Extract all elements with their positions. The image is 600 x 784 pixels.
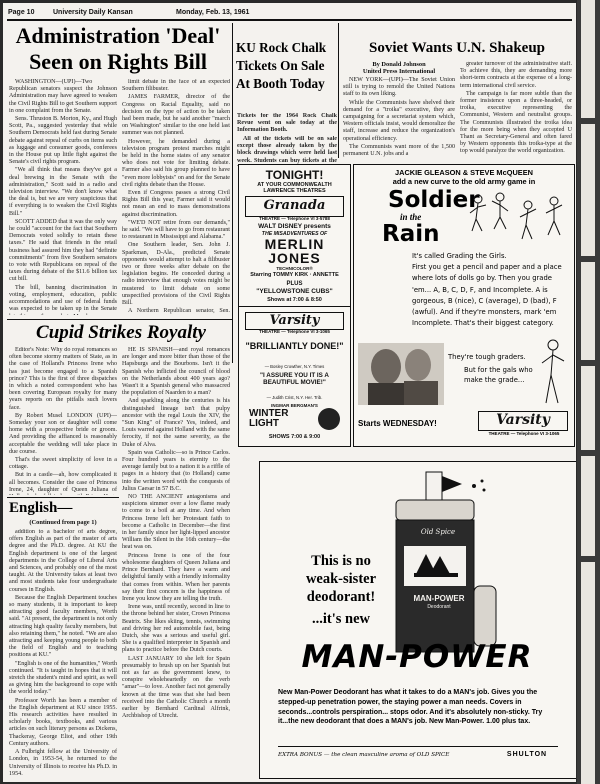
man-power-logo: MAN-POWER	[301, 639, 533, 675]
edge-tab	[581, 456, 595, 556]
column-rule-2	[338, 23, 339, 158]
soldier-title-3: Rain	[382, 221, 440, 247]
paragraph: Irene was, until recently, second in line to the throne behind her sister, Crown Princess Beatrix. She likes skiing, tennis, swimming and driving her red automobile fast, being Dutch, she was a serious and useful girl. She is a qualified interpreter in Spanish and plans to practice before the Dutch courts.	[122, 604, 230, 654]
paragraph: And sparkling along the centuries is his distinguished lineage isn't that pulpy ancestor with the regal Louis the XIV, the "Sun King" of France? Yes, indeed, and Louis warred against Holland with the same ferocity, if not the same severity, as the Duke of Alva.	[122, 398, 230, 448]
can-sub: Deodorant	[427, 604, 451, 610]
paragraph: addition to a bachelor of arts degree, offers English as part of the master of arts degree and the Ph.D. degree. At KU the English department is one of the largest departments in the College of Liberal Arts and Sciences, and probably one of the most taught. At the University takes at least two and most students take four undergraduate courses in English.	[9, 529, 117, 593]
brilliantly-done: "BRILLIANTLY DONE!"	[245, 341, 344, 351]
edge-tab	[581, 262, 595, 360]
paragraph: Sens. Thruston B. Morton, Ky., and Hugh Scott, Pa., suggested yesterday that while Southern Democrats held fast during Senate debate against repeal of curbs on items such as luggage and consumer goods, conferees in the House put up little fight against the Senate's civil rights program.	[9, 116, 117, 166]
granada-phone: THEATRE — Telephone VI 3-5788	[259, 216, 330, 221]
bergman: INGMAR BERGMAN'S	[271, 403, 318, 408]
paragraph: WASHINGTON—(UPI)—Two Republican senators suspect the Johnson Administration may have agreed to weaken the Civil Rights Bill to get Southern support in one complaint from the Senate.	[9, 79, 117, 114]
paragraph: However, he demanded during a television program protest marches might be held in the home states of any senator who does not vote for limiting debate. Farmer also said his group planned to have "even more lobbyists" on and for the Senate civil rights debate than the House.	[122, 138, 230, 188]
paragraph: That's the sweet simplicity of love in a cottage.	[9, 457, 117, 471]
edge-tab	[581, 366, 595, 450]
soviet-col-b	[460, 61, 572, 157]
paper-name: University Daily Kansan	[53, 9, 133, 16]
page-number: Page 10	[8, 9, 35, 16]
paragraph: Princess Irene is one of the four wholesome daughters of Queen Juliana and Prince Bernhard. They have a warm and delightful family with a friendly informality that comes from within. When her parents say their first concern is the happiness of Irene you know they are telling the truth.	[122, 552, 230, 602]
page-edge	[577, 0, 600, 784]
soviet-byline: By Donald Johnson United Press International	[362, 61, 436, 75]
merlin-jones-title: MERLIN JONES	[264, 236, 325, 266]
tagline-4: ...it's new	[312, 611, 370, 627]
paragraph: Even if Congress passes a strong Civil Rights Bill this year, Farmer said it would not mean an end to mass demonstrations against discrimination.	[122, 190, 230, 218]
ad-divider	[239, 306, 350, 307]
column-rule	[232, 23, 233, 363]
ad-tonight: TONIGHT!	[265, 168, 324, 182]
granada-logo: Granada	[245, 196, 344, 217]
crist-quote: — Judith Crist, N.Y. Her. Trib.	[266, 395, 323, 400]
shows-2: SHOWS 7:00 & 9:00	[268, 434, 321, 440]
cupid-rule	[7, 319, 233, 320]
paragraph: "WE'D NOT retire from our demands," he said. "We will have to go from restaurant to restaurant in Mississippi and Alabama."	[122, 219, 230, 241]
varsity-phone-2: THEATRE — Telephone VI 3-1065	[488, 431, 560, 436]
paragraph: While the Communists have shelved their demand for a "troika" executive, they are campaigning for a secretariat system which, Western officials insist, would demoralize the staff, increase and reduce the organization's operational efficiency.	[343, 99, 455, 142]
paragraph: Editor's Note: Why do royal romances so often become stormy matters of State, as in the case of Holland's Princess Irene who has just become engaged to a Spanish prince? This is the first of three dispatches in which a noted correspondent who has been covering European royalty for many years reports on the pitfalls such lovers face.	[9, 347, 117, 411]
paragraph: Professor Worth has been a member of the English department at KU since 1955. His research activities have resulted in scholarly books, textbooks, and various articles on such literary persons as Dickens, Thackeray, George Eliot, and other 19th Century authors.	[9, 697, 117, 747]
soviet-col-a	[343, 77, 455, 157]
paragraph: One Southern leader, Sen. John J. Sparkman, D-Ala., predicted Senate opponents would attempt to halt a filibuster two or three weeks after debate on the legislation begins. He conceded during a radio interview that enough votes might be mustered to limit debate on some unspecified provisions of the Civil Rights Bill.	[122, 242, 230, 307]
edge-tab	[581, 0, 595, 118]
man-power-can-icon	[386, 466, 506, 662]
beautiful-movie: "I ASSURE YOU IT IS A BEAUTIFUL MOVIE!"	[260, 372, 329, 386]
old-spice-script: Old Spice	[420, 528, 456, 536]
paragraph: "English is one of the humanities," Worth continued. "It is taught in hopes that it will stretch the student's mind and spirit, as well as giving him the background to cope with the world today."	[9, 660, 117, 696]
varsity-phone: THEATRE — Telephone VI 3-1065	[259, 329, 330, 334]
paragraph: NO THE ANCIENT antagonisms and suspicions simmer over a low flame ready to come to a boil at any time. And when Princess Irene left her Protestant faith to become a Catholic in December—the first in her family since her light-lipped ancestor William the Silent in the 16th century—the heat was on.	[122, 494, 230, 551]
rock-chalk-text	[237, 136, 337, 166]
crowther-quote: — Bosley Crowther, N.Y. Times	[264, 364, 325, 369]
soldier-in-rain-ad	[353, 164, 575, 447]
gleason-mcqueen-photo	[358, 343, 444, 405]
edge-tab	[581, 124, 595, 256]
paragraph: By Robert Musel LONDON (UPI)—Someday your son or daughter will come home with a prospective bride or groom. And providing the affianced is reasonably acceptable the wedding will take place in due course.	[9, 412, 117, 455]
paragraph: Spain was Catholic—so is Prince Carlos. Four hundred years is eternity to the average family but to a nation it is a riffle of pages in a history that (to Holland) came into the written word with the conquests of Julius Caesar in 57 B.C.	[122, 449, 230, 492]
paragraph: A Northern Republican senator, Sen.	[128, 308, 230, 315]
rock-chalk-lead: Tickets for the 1964 Rock Chalk Revue went on sale today at the Information Booth.	[237, 113, 337, 134]
tagline-1: This is no	[311, 553, 371, 569]
paragraph: greater turnover of the administrative staff. To achieve this, they are demanding more short-term contracts at the expense of a long-term international civil service.	[460, 61, 572, 89]
paragraph: LAST JANUARY 10 she left for Spain presumably to brush up on her Spanish but not as far as the government knew, to conspire wholeheartedly on the verb "amar"—to love. Another fact not generally known at the time was that she had been received into the Catholic Church a month earlier by Bernhard Cardinal Alfrink, Archbishop of Utrecht.	[122, 655, 230, 720]
soldier-stars: JACKIE GLEASON & STEVE McQUEEN add a new curve to the old army game in	[392, 168, 536, 186]
paragraph: But in a castle—ah, how complicated it all becomes. Consider the case of Princess Irene, 24, daughter of Queen Juliana of	[9, 472, 117, 493]
edge-tab	[581, 562, 595, 784]
paragraph: The bill, banning discrimination in voting, employment, education, public accommodations and use of federal funds was expected to be taken up in the Senate	[9, 284, 117, 313]
man-power-body: New Man-Power Deodorant has what it takes to do a MAN's job. Gives you the stepped-up penetration power, the staying power a man needs. Covers in seconds...controls perspiration... stops odor. And it's absolutely non-sticky. Try it...the new deodorant that does a MAN's job. New Man-Power. 1.00 plus tax.	[278, 689, 543, 726]
extra-bonus: EXTRA BONUS — the clean masculine aroma of OLD SPICE	[278, 752, 450, 758]
starts-wednesday: Starts WEDNESDAY!	[358, 419, 437, 428]
varsity-logo-2: Varsity	[478, 411, 568, 431]
technicolor: TECHNICOLOR®	[276, 266, 313, 271]
paragraph: The Communists want more of the 1,500 permanent U.N. jobs and a	[343, 143, 455, 157]
cupid-col-a	[9, 347, 117, 495]
header-rule	[7, 19, 572, 21]
paragraph: SCOTT ADDED that it was the only way he could "account for the fact that Southern Democrats voted solidly to retain these taxes." He said that friends in the retail business had assured him they had "definite commitments" from five Southern senators to vote with Republicans on repeal of the taxes during debate of the $11.6 billion tax cut bill.	[9, 218, 117, 283]
ad-commonwealth: AT YOUR COMMONWEALTH LAWRENCE THEATRES	[257, 182, 332, 194]
paragraph: All of the tickets will be on sale except those already taken by the block drawings which were held last week. Students can buy tickets at the	[237, 136, 337, 164]
plus: PLUS	[286, 281, 303, 287]
grading-title: It's called Grading the Girls.	[412, 252, 507, 260]
shows-1: Shows at 7:00 & 8:50	[267, 297, 322, 303]
headline-cupid: Cupid Strikes Royalty	[36, 322, 206, 343]
walt-disney: WALT DISNEY presents	[258, 223, 331, 230]
misadventures: THE MISADVENTURES OF	[261, 231, 328, 237]
paragraph: HE IS SPANISH—and royal romances are longer and more bitter than those of the Hapsburgs and the Bourbons. Isn't it the Spanish who inflicted the council of blood on the Netherlands about 400 years ago? Wasn't it a Spanish general who massacred the population of Naarden to a man?	[122, 347, 230, 397]
paragraph: JAMES FARMER, director of the Congress on Racial Equality, said no decision on the type of action to be taken had been made, but he said another "march on Washington" similar to the one held last summer was not planned.	[122, 94, 230, 137]
yellowstone-cubs: "YELLOWSTONE CUBS"	[256, 288, 333, 295]
headline-english: English—	[9, 500, 73, 516]
english-continued: (Continued from page 1)	[29, 519, 97, 526]
winter-light-figure-icon	[318, 408, 340, 430]
tagline-3: deodorant!	[306, 589, 376, 605]
headline-rock-chalk: KU Rock Chalk Tickets On Sale At Booth Today	[236, 40, 327, 91]
paragraph: limit debate in the face of an expected Southern filibuster.	[122, 79, 230, 93]
english-text	[9, 529, 117, 779]
grading-text: First you get a pencil and paper and a place where lots of dolls go by. Then you grade 'em... A, B, C, D, F, and Incomplete. A is gorgeous, B (nice), C (average), D (bad), F (awful). And if they're monsters, mark 'em Incomplete. That's their biggest category.	[412, 263, 562, 328]
tagline-2: weak-sister	[305, 571, 377, 587]
rights-bill-col-b	[122, 79, 230, 315]
issue-date: Monday, Feb. 13, 1961	[176, 9, 250, 16]
starring: Starring TOMMY KIRK · ANNETTE	[250, 272, 339, 278]
granada-varsity-ad	[238, 164, 351, 447]
headline-rights-bill: Administration 'Deal' Seen on Rights Bill	[15, 23, 221, 74]
headline-soviet: Soviet Wants U.N. Shakeup	[368, 40, 546, 56]
girl-figure-icon	[536, 337, 570, 409]
soldier-title-1: Soldier	[388, 187, 480, 213]
can-label: MAN-POWER	[413, 594, 465, 603]
ad-bottom-rule	[278, 746, 558, 747]
varsity-logo: Varsity	[245, 312, 344, 330]
make-the-grade: But for the gals who make the grade...	[464, 366, 533, 384]
cupid-col-b	[122, 347, 230, 779]
paragraph: The campaign is far more subtle than the former insistence upon a three-headed, or troika, executive representing the Communist, Western and neutralist groups. The Communists illustrated the troika idea for the more being when they accepted U Thant as Secretary-General and often fared by Western opponents this troika-type at the top would paralyze the world organization.	[460, 90, 572, 155]
paragraph: "We all think that means they've got a deal brewing in the Senate with the administration," Scott said in a radio and television interview. "We don't know what the deal is, but we are very suspicious that if everything is to weaken the Civil Rights Bill."	[9, 167, 117, 217]
rights-bill-col-a	[9, 79, 117, 315]
shulton-logo: SHULTON	[506, 751, 548, 758]
english-rule	[7, 497, 119, 498]
winter-light-title: WINTER LIGHT	[249, 408, 289, 429]
paragraph: A Fulbright fellow at the University of London, in 1953-54, he returned to the University of Illinois to receive his Ph.D. in 1954.	[9, 749, 117, 777]
soldier-title-2: in the	[400, 212, 422, 222]
paragraph: NEW YORK—(UPI)—The Soviet Union still is trying to remold the United Nations staff to its own liking.	[343, 77, 455, 98]
dancing-girls-icon	[466, 191, 570, 249]
man-power-ad	[259, 461, 576, 779]
tough-graders: They're tough graders.	[448, 353, 526, 361]
paragraph: Because the English Department touches so many students, it is important to keep attracting good faculty members, Worth said. "At present, the department is not only attracting high quality faculty members, but also retaining them," he noted. "We are also attracting and keeping young people to both the field of English and to teaching positions at KU."	[9, 594, 117, 659]
newspaper-page	[3, 3, 576, 782]
page-header	[8, 7, 571, 19]
